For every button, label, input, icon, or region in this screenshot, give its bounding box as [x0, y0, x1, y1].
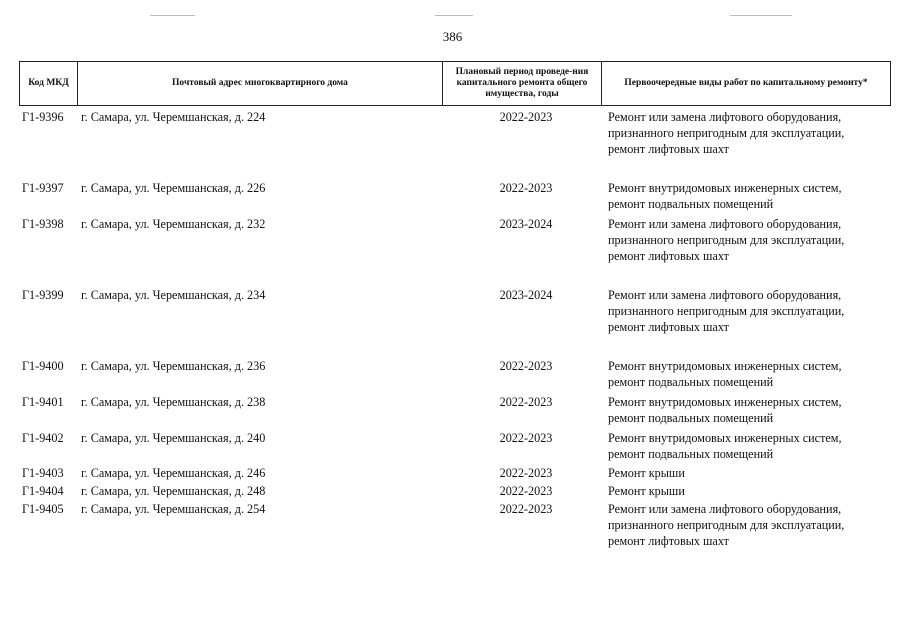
- cell-period: 2023-2024: [499, 217, 553, 231]
- cell-code: Г1-9402: [22, 431, 64, 445]
- cell-period: 2022-2023: [499, 431, 553, 445]
- cell-works-line: ремонт подвальных помещений: [608, 411, 774, 425]
- scan-speck: [435, 15, 473, 16]
- cell-address: г. Самара, ул. Черемшанская, д. 254: [81, 502, 266, 516]
- cell-code: Г1-9396: [22, 110, 64, 124]
- cell-works-line: ремонт лифтовых шахт: [608, 320, 729, 334]
- cell-period: 2022-2023: [499, 181, 553, 195]
- cell-works-line: Ремонт крыши: [608, 466, 685, 480]
- cell-period: 2022-2023: [499, 502, 553, 516]
- cell-period: 2022-2023: [499, 359, 553, 373]
- cell-works-line: Ремонт внутридомовых инженерных систем,: [608, 395, 842, 409]
- cell-code: Г1-9400: [22, 359, 64, 373]
- cell-period: 2022-2023: [499, 110, 553, 124]
- header-period: Плановый период проведе-ния капитального ремонта общего имущества, годы: [442, 62, 601, 105]
- cell-address: г. Самара, ул. Черемшанская, д. 232: [81, 217, 266, 231]
- cell-period: 2022-2023: [499, 395, 553, 409]
- cell-works-line: признанного непригодным для эксплуатации,: [608, 233, 845, 247]
- cell-code: Г1-9398: [22, 217, 64, 231]
- cell-address: г. Самара, ул. Черемшанская, д. 226: [81, 181, 266, 195]
- cell-period: 2022-2023: [499, 466, 553, 480]
- cell-works-line: признанного непригодным для эксплуатации,: [608, 304, 845, 318]
- cell-address: г. Самара, ул. Черемшанская, д. 238: [81, 395, 266, 409]
- cell-works-line: Ремонт крыши: [608, 484, 685, 498]
- cell-works-line: ремонт подвальных помещений: [608, 197, 774, 211]
- scan-speck: [730, 15, 792, 16]
- cell-works-line: Ремонт или замена лифтового оборудования,: [608, 288, 842, 302]
- cell-works-line: ремонт лифтовых шахт: [608, 142, 729, 156]
- cell-works-line: ремонт лифтовых шахт: [608, 534, 729, 548]
- cell-works-line: ремонт подвальных помещений: [608, 447, 774, 461]
- cell-code: Г1-9399: [22, 288, 64, 302]
- cell-address: г. Самара, ул. Черемшанская, д. 240: [81, 431, 266, 445]
- cell-code: Г1-9403: [22, 466, 64, 480]
- cell-works-line: Ремонт внутридомовых инженерных систем,: [608, 181, 842, 195]
- header-code: Код МКД: [28, 78, 69, 88]
- scan-speck: [150, 15, 195, 16]
- cell-address: г. Самара, ул. Черемшанская, д. 248: [81, 484, 266, 498]
- cell-works-line: Ремонт или замена лифтового оборудования,: [608, 502, 842, 516]
- table-header: [19, 61, 891, 106]
- cell-works-line: ремонт лифтовых шахт: [608, 249, 729, 263]
- cell-works-line: признанного непригодным для эксплуатации,: [608, 126, 845, 140]
- cell-code: Г1-9397: [22, 181, 64, 195]
- cell-works-line: ремонт подвальных помещений: [608, 375, 774, 389]
- header-address: Почтовый адрес многоквартирного дома: [77, 62, 442, 105]
- cell-address: г. Самара, ул. Черемшанская, д. 224: [81, 110, 266, 124]
- cell-address: г. Самара, ул. Черемшанская, д. 234: [81, 288, 266, 302]
- cell-code: Г1-9401: [22, 395, 64, 409]
- cell-works-line: Ремонт внутридомовых инженерных систем,: [608, 431, 842, 445]
- cell-works-line: Ремонт или замена лифтового оборудования,: [608, 110, 842, 124]
- cell-period: 2023-2024: [499, 288, 553, 302]
- cell-code: Г1-9405: [22, 502, 64, 516]
- cell-works-line: Ремонт или замена лифтового оборудования,: [608, 217, 842, 231]
- cell-works-line: признанного непригодным для эксплуатации,: [608, 518, 845, 532]
- cell-address: г. Самара, ул. Черемшанская, д. 246: [81, 466, 266, 480]
- cell-code: Г1-9404: [22, 484, 64, 498]
- page-number: 386: [442, 29, 463, 44]
- cell-period: 2022-2023: [499, 484, 553, 498]
- header-works: Первоочередные виды работ по капитальному ремонту*: [601, 62, 890, 105]
- cell-works-line: Ремонт внутридомовых инженерных систем,: [608, 359, 842, 373]
- cell-address: г. Самара, ул. Черемшанская, д. 236: [81, 359, 266, 373]
